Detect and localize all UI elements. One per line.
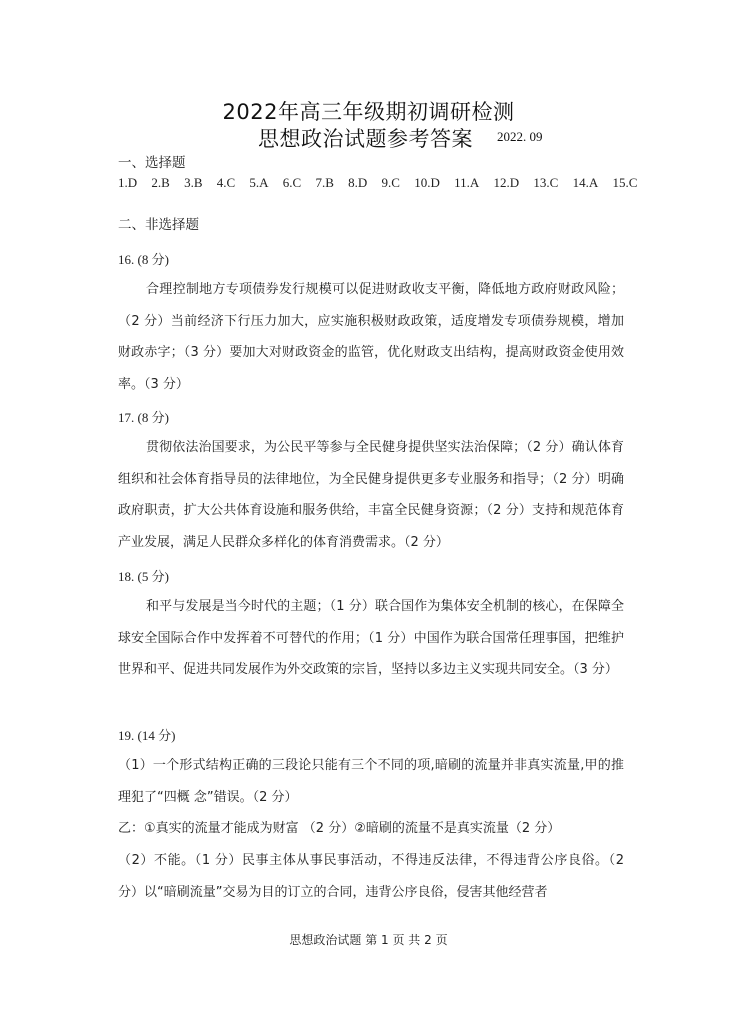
answer-item: 2.B [151, 175, 170, 190]
answer-item: 11.A [454, 175, 480, 190]
document-title: 2022年高三年级期初调研检测 [222, 100, 515, 124]
question-19-part1-b: 乙：①真实的流量才能成为财富 （2 分）②暗刷的流量不是真实流量（2 分） [118, 821, 561, 836]
document-subtitle: 思想政治试题参考答案 [258, 127, 473, 151]
answer-item: 3.B [184, 175, 203, 190]
answer-item: 6.C [282, 175, 302, 190]
question-18-heading: 18. (5 分) [118, 569, 169, 584]
answer-item: 14.A [572, 175, 599, 190]
choice-answers [118, 175, 648, 191]
answer-item: 12.D [493, 175, 520, 190]
answer-item: 9.C [381, 175, 400, 190]
page-footer: 思想政治试题 第 1 页 共 2 页 [289, 933, 448, 947]
answer-item: 7.B [315, 175, 334, 190]
answer-item: 4.C [216, 175, 236, 190]
subtitle-row [0, 123, 737, 153]
question-19-part2: （2）不能。（1 分）民事主体从事民事活动，不得违反法律，不得违背公序良俗。（2 分）以“暗刷流量”交易为目的订立的合同，违背公序良俗，侵害其他经营者 [118, 853, 624, 900]
question-18-answer: 和平与发展是当今时代的主题；（1 分）联合国作为集体安全机制的核心，在保障全球安全国际合作中发挥着不可替代的作用；（1 分）中国作为联合国常任理事国，把维护世界和平、促进共同发展作为外交政策的宗旨，坚持以多边主义实现共同安全。（3 分） [118, 599, 624, 677]
question-19-part1: （1）一个形式结构正确的三段论只能有三个不同的项,暗刷的流量并非真实流量,甲的推理犯了“四概 念”错误。（2 分） [118, 758, 624, 805]
section-choice-heading: 一、选择题 [118, 155, 186, 171]
document-date: 2022. 09 [497, 129, 543, 144]
question-16-answer: 合理控制地方专项债券发行规模可以促进财政收支平衡，降低地方政府财政风险；（2 分）当前经济下行压力加大，应实施积极财政政策，适度增发专项债券规模，增加财政赤字；（3 分）要加大对财政资金的监管，优化财政支出结构，提高财政资金使用效率。（3 分） [118, 282, 624, 392]
question-17-answer: 贯彻依法治国要求，为公民平等参与全民健身提供坚实法治保障；（2 分）确认体育组织和社会体育指导员的法律地位，为全民健身提供更多专业服务和指导；（2 分）明确政府职责，扩大公共体育设施和服务供给，丰富全民健身资源；（2 分）支持和规范体育产业发展，满足人民群众多样化的体育消费需求。（2 分） [118, 440, 624, 550]
answer-item: 8.D [348, 175, 368, 190]
section-nonchoice-heading: 二、非选择题 [118, 217, 199, 233]
question-17-heading: 17. (8 分) [118, 410, 169, 425]
question-19-heading: 19. (14 分) [118, 728, 176, 743]
answer-item: 5.A [249, 175, 269, 190]
answer-item: 13.C [533, 175, 559, 190]
answer-item: 10.D [414, 175, 440, 190]
answer-item: 1.D [118, 175, 138, 190]
question-16-heading: 16. (8 分) [118, 252, 169, 267]
answer-item: 15.C [612, 175, 638, 190]
